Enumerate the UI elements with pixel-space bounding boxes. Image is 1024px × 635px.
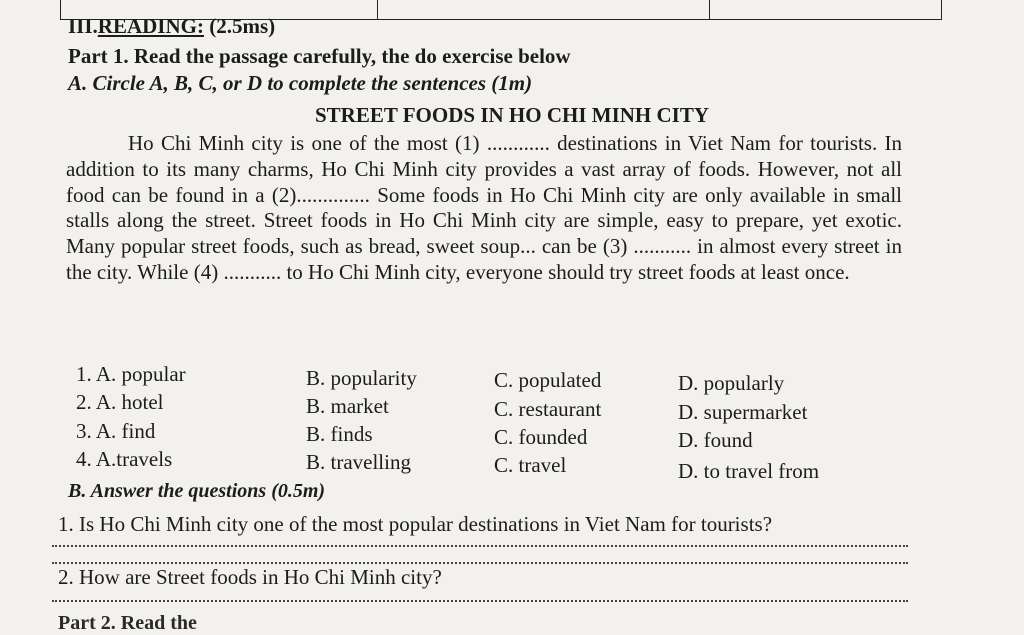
q1-option-a[interactable]: 1. A. popular (76, 362, 186, 386)
q3-option-b[interactable]: B. finds (306, 422, 373, 446)
q2-option-b[interactable]: B. market (306, 394, 389, 418)
q4-option-a[interactable]: 4. A.travels (76, 447, 173, 471)
table-divider (709, 0, 710, 19)
part-b-instruction: B. Answer the questions (0.5m) (68, 480, 326, 502)
q3-option-c[interactable]: C. founded (494, 425, 588, 449)
q4-option-c[interactable]: C. travel (494, 453, 567, 477)
table-divider (377, 0, 378, 19)
q1-option-c[interactable]: C. populated (494, 368, 602, 392)
q2-option-a[interactable]: 2. A. hotel (76, 390, 164, 414)
q3-option-a[interactable]: 3. A. find (76, 419, 156, 443)
question-1-text: 1. Is Ho Chi Minh city one of the most popular destinations in Viet Nam for tourists? (58, 512, 773, 536)
section-score: (2.5ms) (209, 14, 276, 38)
answer-line-2[interactable] (52, 600, 908, 602)
passage-title: STREET FOODS IN HO CHI MINH CITY (314, 103, 710, 127)
section-number: III. (68, 14, 98, 38)
q3-option-d[interactable]: D. found (678, 428, 753, 452)
part1-heading: Part 1. Read the passage carefully, the do exercise below (68, 44, 571, 68)
next-part-heading-cut: Part 2. Read the (58, 612, 197, 634)
answer-line-1a[interactable] (52, 545, 908, 547)
answer-line-1b[interactable] (52, 562, 908, 564)
question-2-text: 2. How are Street foods in Ho Chi Minh city? (58, 565, 442, 589)
q1-option-b[interactable]: B. popularity (306, 366, 417, 390)
q2-option-d[interactable]: D. supermarket (678, 400, 808, 424)
q4-option-b[interactable]: B. travelling (306, 450, 411, 474)
q1-option-d[interactable]: D. popularly (678, 371, 785, 395)
q2-option-c[interactable]: C. restaurant (494, 397, 602, 421)
section-name: READING: (97, 14, 204, 38)
passage-text: Ho Chi Minh city is one of the most (1) ............ destinations in Viet Nam for tourists. In addition to its many charms, Ho Chi Minh city provides a vast array of foods. However, not all food can be found in a (2).............. Some foods in Ho Chi Minh city are only available in small stalls along the street. Street foods in Ho Chi Minh city are simple, easy to prepare, yet exotic. Many popular street foods, such as bread, sweet soup... can be (3) ........... in almost every street in the city. While (4) ........... to Ho Chi Minh city, everyone should try street foods at least once. (66, 131, 902, 284)
part-a-instruction: A. Circle A, B, C, or D to complete the sentences (1m) (68, 71, 533, 95)
q4-option-d[interactable]: D. to travel from (678, 459, 820, 483)
section-title (68, 14, 275, 39)
